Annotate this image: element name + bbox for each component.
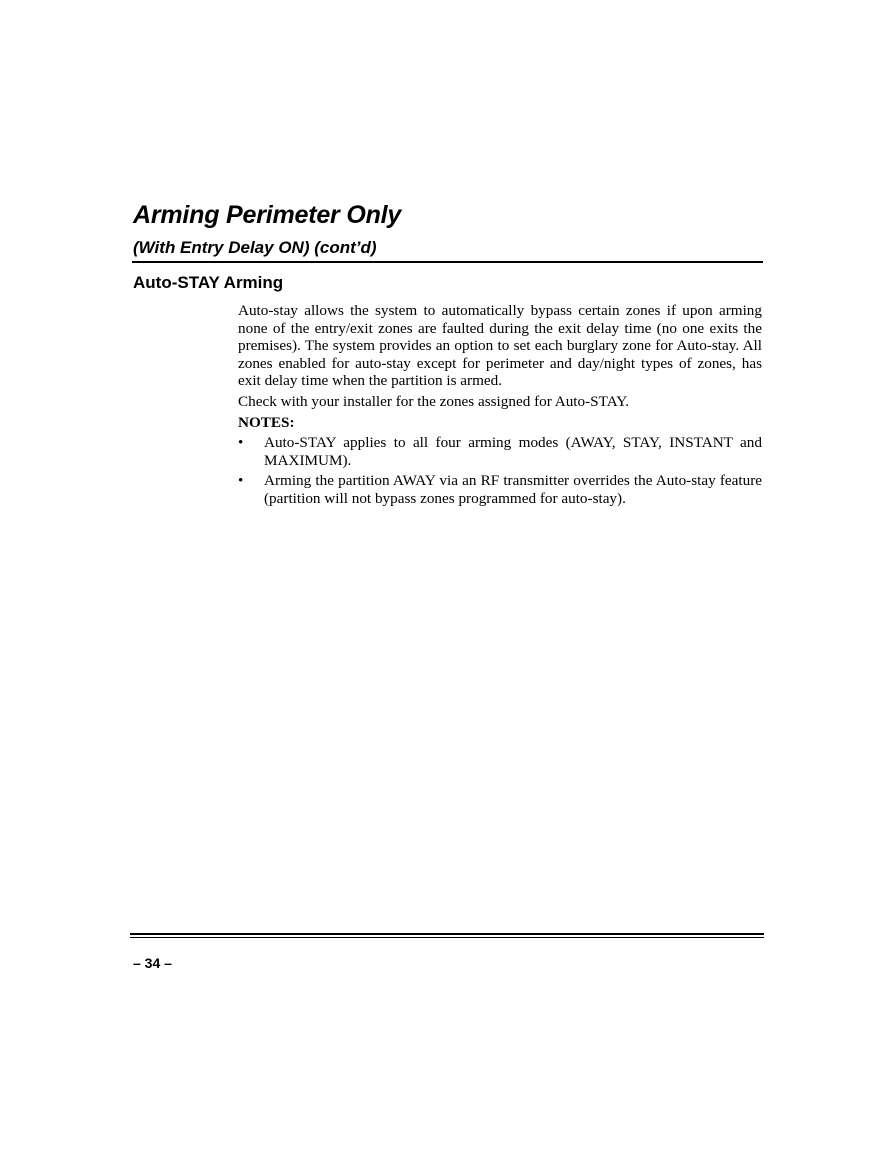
footer-divider-thick [130,933,764,935]
list-item [238,472,762,507]
notes-label: NOTES: [238,413,295,431]
page-number: – 34 – [133,955,172,971]
note-text: Arming the partition AWAY via an RF transmitter overrides the Auto-stay feature (partition will not bypass zones programmed for auto-stay). [264,472,762,507]
paragraph-check-installer: Check with your installer for the zones assigned for Auto-STAY. [238,392,630,410]
paragraph-auto-stay-description: Auto-stay allows the system to automatically bypass certain zones if upon arming none of the entry/exit zones are faulted during the exit delay time (no one exits the premises). The system provides an option to set each burglary zone for Auto-stay. All zones enabled for auto-stay except for perimeter and day/night types of zones, has exit delay time when the partition is armed. [238,302,762,390]
note-text: Auto-STAY applies to all four arming modes (AWAY, STAY, INSTANT and MAXIMUM). [264,434,762,469]
bullet-icon: • [238,434,244,452]
bullet-icon: • [238,472,244,490]
body-text [238,302,762,511]
footer-divider-thin [130,937,764,938]
page-title: Arming Perimeter Only [133,201,402,229]
page-subtitle: (With Entry Delay ON) (cont’d) [133,238,377,257]
section-heading: Auto-STAY Arming [133,273,284,292]
list-item [238,434,762,469]
notes-list [238,434,762,507]
title-divider [132,261,763,263]
